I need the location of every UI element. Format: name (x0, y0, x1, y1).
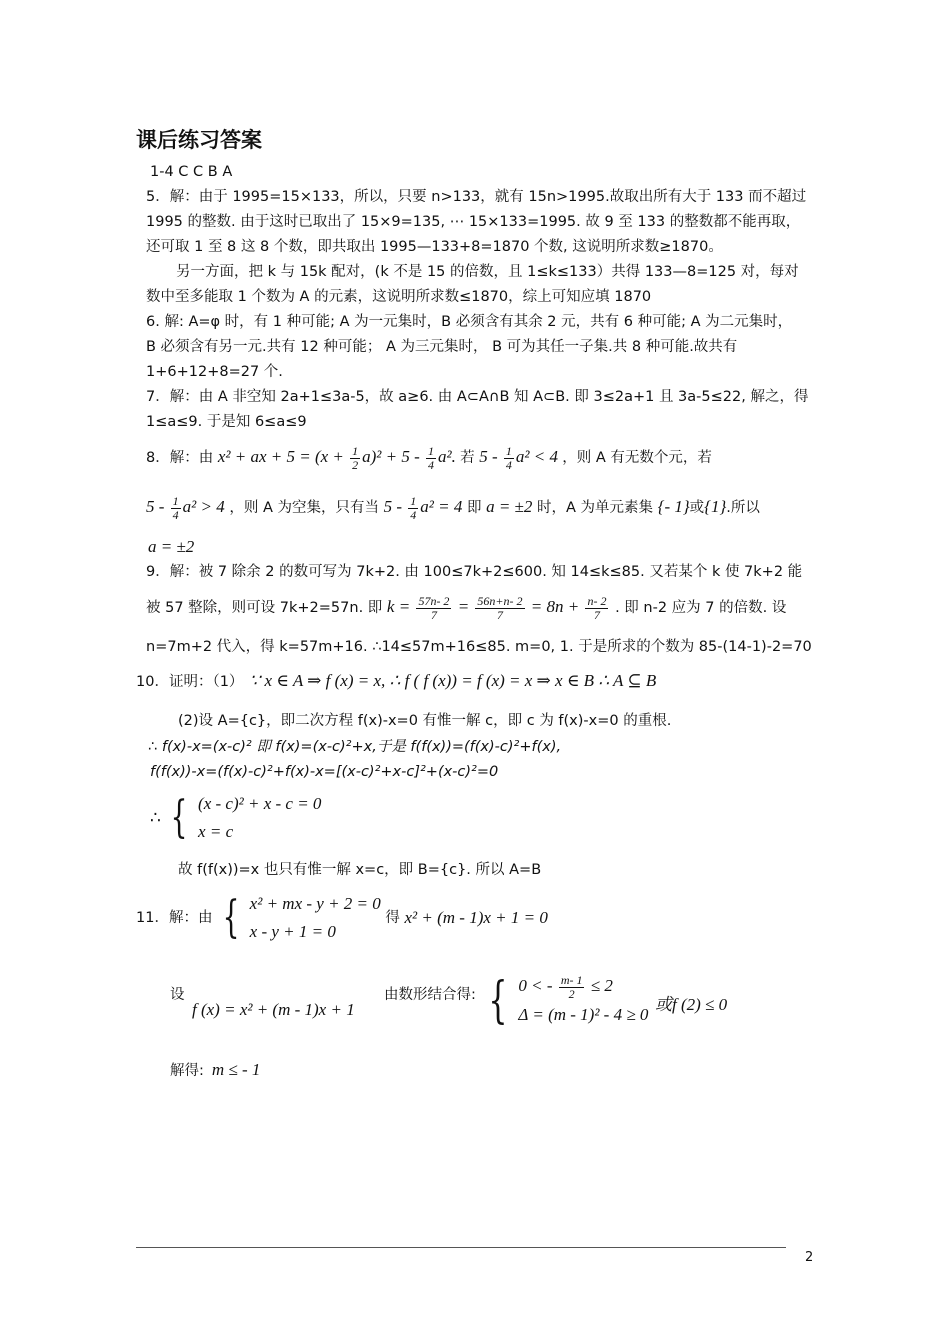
p11-or: 或f (2) ≤ 0 (655, 995, 728, 1014)
answers-1-4: 1-4 C C B A (150, 164, 233, 180)
p8-eq5: a = ±2 (486, 497, 533, 516)
p10-system: ∴ { (x - c)² + x - c = 0 x = c (150, 792, 322, 843)
footer-rule (136, 1247, 786, 1248)
p8-line1: 8．解：由 x² + ax + 5 = (x + $\frac{1}{2}$ a)² + 5 - $\frac{1}{4}$ a². 若 5 - $\frac{1}{4}$ a² < 4 ，则 A 有无数个元，若 (146, 443, 712, 472)
p5-line5: 数中至多能取 1 个数为 A 的元素，这说明所求数≤1870，综上可知应填 1870 (146, 289, 652, 305)
p8-head: 8．解：由 (146, 450, 214, 466)
p11-shuxing: 由数形结合得: (384, 987, 476, 1003)
p10-line5: 故 f(f(x))=x 也只有惟一解 x=c，即 B={c}. 所以 A=B (178, 862, 542, 878)
p5-line2: 1995 的整数. 由于这时已取出了 15×9=135, ⋯ 15×133=1995. 故 9 至 133 的整数都不能再取， (146, 214, 801, 230)
p5-line3: 还可取 1 至 8 这 8 个数，即共取出 1995—133+8=1870 个数, 这说明所求数≥1870。 (146, 239, 723, 255)
p10-line4: f(f(x))-x=(f(x)-c)²+f(x)-x=[(x-c)²+x-c]²+(x-c)²=0 (150, 764, 499, 780)
p9-line2: 被 57 整除，则可设 7k+2=57n. 即 k = $\frac{57n- 2}{7}$ = $\frac{56n+n- 2}{7}$ = 8n + $\frac{n- 2}{7}$ . 即 n-2 应为 7 的倍数. 设 (146, 593, 787, 622)
page-number: 2 (805, 1250, 814, 1265)
p8-eq3: 5 - $\frac{1}{4}$ a² > 4 (146, 493, 225, 522)
p11-conditions: { 0 < - $\frac{m- 1}{2}$ ≤ 2 Δ = (m - 1)² - 4 ≥ 0 (488, 971, 649, 1030)
p9-line3: n=7m+2 代入，得 k=57m+16. ∴14≤57m+16≤85. m=0, 1. 于是所求的个数为 85-(14-1)-2=70 (146, 639, 812, 655)
page-title: 课后练习答案 (136, 128, 262, 152)
p6-line2: B 必须含有另一元.共有 12 种可能； A 为三元集时， B 可为其任一子集.共 8 种可能.故共有 (146, 339, 738, 355)
p10-line2: (2)设 A={c}，即二次方程 f(x)-x=0 有惟一解 c，即 c 为 f(x)-x=0 的重根. (178, 713, 672, 729)
p11-she: 设 (170, 987, 185, 1003)
p8-line3: a = ±2 (148, 537, 195, 556)
p5-line1: 5．解：由于 1995=15×133，所以，只要 n>133，就有 15n>1995.故取出所有大于 133 而不超过 (146, 189, 807, 205)
p11-fx: f (x) = x² + (m - 1)x + 1 (192, 1000, 355, 1019)
p7-line2: 1≤a≤9. 于是知 6≤a≤9 (146, 414, 307, 430)
p8-eq4: 5 - $\frac{1}{4}$ a² = 4 (383, 493, 463, 522)
p8-line2: 5 - $\frac{1}{4}$ a² > 4 ，则 A 为空集，只有当 5 - $\frac{1}{4}$ a² = 4 即 a = ±2 时，A 为单元素集 {- 1}或{1}.所以 (146, 493, 760, 522)
p8-eq1: x² + ax + 5 = (x + $\frac{1}{2}$ a)² + 5 - $\frac{1}{4}$ a². (217, 443, 456, 472)
p9-line1: 9．解：被 7 除余 2 的数可写为 7k+2. 由 100≤7k+2≤600. 知 14≤k≤85. 又若某个 k 使 7k+2 能 (146, 564, 803, 580)
p5-line4: 另一方面，把 k 与 15k 配对，(k 不是 15 的倍数，且 1≤k≤133）共得 133—8=125 对，每对 (176, 264, 799, 280)
p10-line3: ∴ f(x)-x=(x-c)² 即 f(x)=(x-c)²+x,于是 f(f(x))=(f(x)-c)²+f(x), (148, 739, 562, 755)
p6-line3: 1+6+12+8=27 个. (146, 364, 283, 380)
p8-eq2: 5 - $\frac{1}{4}$ a² < 4 (479, 443, 558, 472)
p7-line1: 7．解：由 A 非空知 2a+1≤3a-5，故 a≥6. 由 A⊂A∩B 知 A⊂B. 即 3≤2a+1 且 3a-5≤22, 解之，得 (146, 389, 809, 405)
p11-jiede: 解得: m ≤ - 1 (170, 1060, 261, 1079)
p6-line1: 6. 解: A=φ 时，有 1 种可能; A 为一元集时，B 必须含有其余 2 元，共有 6 种可能; A 为二元集时， (146, 314, 793, 330)
p11-system: 11．解：由 { x² + mx - y + 2 = 0 x - y + 1 = 0 得 x² + (m - 1)x + 1 = 0 (136, 892, 548, 943)
p10-line1: 10．证明：（1） ∵ x ∈ A ⇒ f (x) = x, ∴ f ( f (x)) = f (x) = x ⇒ x ∈ B ∴ A ⊆ B (136, 671, 657, 690)
